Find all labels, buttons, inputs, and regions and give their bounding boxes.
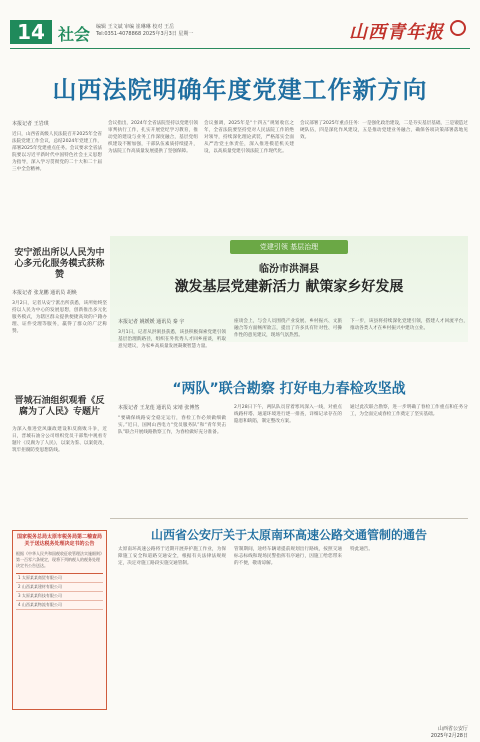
notice-row: 2 山西某某建材有限公司 bbox=[16, 583, 103, 592]
article3-column-3 bbox=[350, 546, 468, 553]
article3-text: 太原南环高速公路将于近期开展养护施工作业，为保障施工安全和道路交通安全，根据有关法律法规规定，决定对施工路段实施交通管制。 bbox=[118, 547, 226, 566]
masthead-rule bbox=[10, 48, 470, 49]
tax-notice bbox=[12, 530, 107, 710]
side-article-text: 为深入推进党风廉政建设和反腐败斗争，近日，晋城石油分公司组织党员干部集中观看专题片《反腐为了人民》，以案为鉴、以案促改，筑牢拒腐防变思想防线。 bbox=[12, 427, 107, 453]
article2-column-2 bbox=[234, 404, 342, 425]
feature-column-1 bbox=[118, 318, 226, 350]
lead-byline: 本报记者 王岩琪 bbox=[12, 121, 49, 127]
source-agency: 山西省公安厅 bbox=[437, 726, 468, 732]
meta-line-2: Tel:0351-4078868 2025年3月3日 星期一 bbox=[96, 31, 194, 37]
masthead-meta bbox=[96, 24, 276, 38]
article3-column-1 bbox=[118, 546, 226, 567]
feature-byline: 本报记者 姚媛媛 通讯员 秦 宇 bbox=[118, 319, 185, 325]
article2-text: 通过此次联合勘察，进一步明确了春检工作重点和任务分工，为全面完成春检工作奠定了坚实基础。 bbox=[350, 405, 468, 417]
notice-body: 根据《中华人民共和国税收征收管理法实施细则》第一百零六条规定，现将下列纳税人的税务处理决定书公告送达。 bbox=[16, 551, 102, 568]
article3-headline: 山西省公安厅关于太原南环高速公路交通管制的通告 bbox=[150, 528, 427, 542]
emblem-icon bbox=[450, 20, 466, 36]
article3-text: 管制期间，途经车辆请提前规划出行路线，按照交通标志标线和现场民警指挥有序通行，因施工给您带来的不便，敬请谅解。 bbox=[234, 547, 342, 566]
lead-paragraph: 近日，山西省高级人民法院召开2025年全省法院党建工作会议，总结2024年党建工作，部署2025年党建重点任务。会议要求全省法院要以习近平新时代中国特色社会主义思想为指导，深入学习贯彻党的二十大和二十届三中全会精神。 bbox=[12, 132, 102, 172]
side-article-title: 安宁派出所以人民为中心多元化服务模式获称赞 bbox=[14, 248, 105, 280]
article2-text: 2月28日下午，两队队员冒着寒风深入一线，对重点线路杆塔、通道环境进行逐一排查，详细记录存在的隐患和缺陷，制定整改方案。 bbox=[234, 405, 342, 424]
feature-text: 座谈会上，与会人员围绕产业发展、乡村振兴、文旅融合等方面畅所欲言，提出了许多具有针对性、可操作性的意见建议，现场气氛热烈。 bbox=[234, 319, 342, 338]
article2-byline: 本报记者 王龙莲 通讯员 宋靖 张博然 bbox=[118, 405, 200, 411]
article2-column-1 bbox=[118, 404, 226, 436]
lead-paragraph: 会议强调，2025年是“十四五”规划收官之年，全省法院要坚持党对人民法院工作的绝对领导，持续深化理论武装，严格落实全面从严治党主体责任，深入推进模范机关建设，以高质量党建引领法院工作现代化。 bbox=[204, 121, 294, 154]
feature-column-2 bbox=[234, 318, 342, 339]
masthead bbox=[0, 0, 480, 42]
section-title: 社会 bbox=[58, 25, 91, 44]
feature-text: 下一步，该县将持续深化党建引领，搭建人才回流平台，推动各类人才在乡村振兴中建功立业。 bbox=[350, 319, 468, 331]
lead-column-2 bbox=[108, 120, 198, 155]
notice-title: 国家税务总局太原市税务局第二稽查局关于送达税务处理决定书的公告 bbox=[16, 534, 102, 547]
article3-text: 特此通告。 bbox=[350, 547, 373, 552]
lead-column-3 bbox=[204, 120, 294, 155]
side-article-title: 晋城石油组织观看《反腐为了人民》专题片 bbox=[14, 396, 105, 417]
notice-row: 4 山西某某物流有限公司 bbox=[16, 601, 103, 610]
page-number: 14 bbox=[10, 20, 52, 44]
main-headline: 山西法院明确年度党建工作新方向 bbox=[52, 76, 428, 104]
notice-row: 3 太原某某科技有限公司 bbox=[16, 592, 103, 601]
feature-kicker: 临汾市洪洞县 bbox=[259, 264, 319, 275]
feature-text: 3月1日，记者从洪洞县获悉，该县积极探索党建引领基层治理新路径，组织在外优秀人才回乡座谈，听取意见建议，为家乡高质量发展凝聚智慧力量。 bbox=[118, 330, 226, 349]
side-article-police bbox=[12, 248, 107, 335]
section-divider bbox=[110, 518, 468, 519]
article2-headline: “两队”联合勘察 打好电力春检攻坚战 bbox=[172, 381, 406, 397]
article3-column-2 bbox=[234, 546, 342, 567]
lead-paragraph: 会议部署了2025年重点任务：一是强化政治建设，二是夯实基层基础，三是锻造过硬队伍，四是深化作风建设，五是推动党建业务融合，确保各项决策部署落地见效。 bbox=[300, 121, 468, 140]
article2-text: “要确保线路安全稳定运行，春检工作必须做细做实。”近日，国网山西电力“党员服务队”和“青年突击队”联合开展线路勘察工作，为春检做好充分准备。 bbox=[118, 416, 226, 435]
side-article-text: 3月2日，记者从安宁派出所获悉，该所始终坚持以人民为中心的发展思想，创新推出多元化服务模式，为辖区群众提供便捷高效的户籍办理、证件受理等服务，赢得了群众的广泛称赞。 bbox=[12, 301, 107, 334]
newspaper-logo: 山西青年报 bbox=[349, 22, 444, 43]
lead-column-4 bbox=[300, 120, 468, 141]
feature-tag: 党建引领 基层治理 bbox=[230, 240, 348, 254]
side-article-byline: 本报记者 张龙鹏 通讯员 胡焕 bbox=[12, 290, 77, 296]
article2-column-3 bbox=[350, 404, 468, 418]
feature-title: 激发基层党建新活力 献策家乡好发展 bbox=[174, 279, 404, 295]
source-date: 2025年2月28日 bbox=[430, 733, 468, 739]
side-article-oil bbox=[12, 396, 107, 454]
lead-column-1 bbox=[12, 120, 102, 173]
lead-paragraph: 会议指出，2024年全省法院坚持以党建引领审判执行工作，扎实开展党纪学习教育，推动党的建设与业务工作深度融合，基层党组织建设不断加强，干部队伍素质持续提升，为法院工作高质量发展提供了坚强保障。 bbox=[108, 121, 198, 154]
notice-table bbox=[16, 573, 103, 610]
article3-source bbox=[431, 726, 468, 740]
feature-column-3 bbox=[350, 318, 468, 332]
meta-line-1: 编辑 王文斌 审编 崔琳琳 校对 王岳 bbox=[96, 24, 174, 30]
notice-row: 1 太原某某商贸有限公司 bbox=[16, 574, 103, 583]
